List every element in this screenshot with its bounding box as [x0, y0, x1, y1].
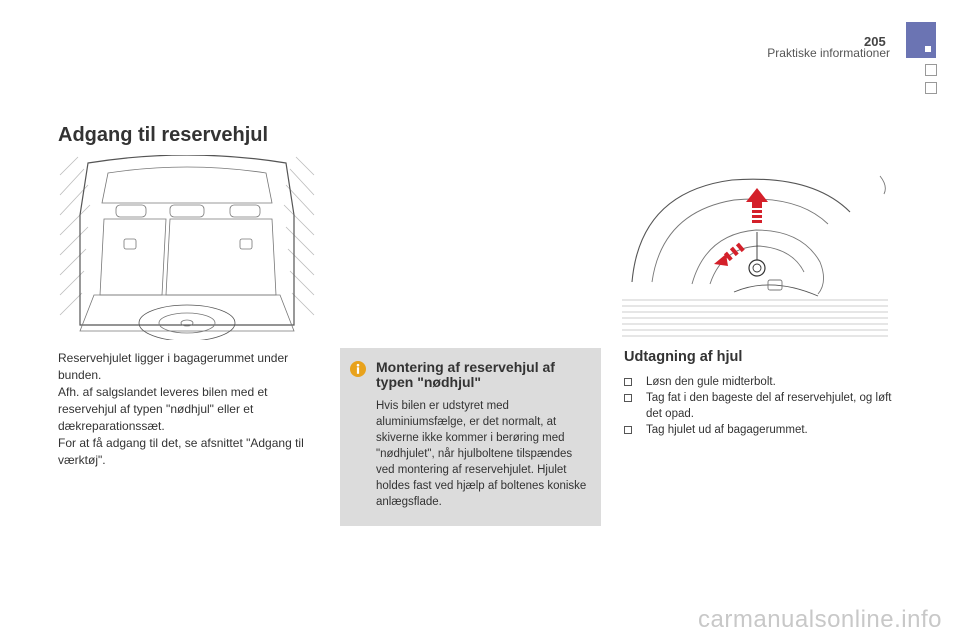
step-text: Løsn den gule midterbolt.	[646, 376, 776, 388]
trunk-illustration	[58, 155, 316, 340]
checkbox-bullet-icon	[624, 394, 632, 402]
checkbox-bullet-icon	[624, 426, 632, 434]
section-title: Adgang til reservehjul	[58, 124, 269, 146]
page-index-box	[925, 64, 937, 76]
info-icon	[350, 361, 366, 377]
spare-wheel-illustration	[622, 172, 888, 340]
note-body: Hvis bilen er udstyret med aluminiumsfælge, er det normalt, at skiverne ikke kommer i berøring med "nødhjulet", når hjulboltene tilspændes ved montering af reservehjulet. Hjulet holdes fast ved hjælp af boltenes koniske anlægsflade.	[376, 400, 587, 508]
chapter-title: Praktiske informationer	[767, 46, 890, 60]
watermark: carmanualsonline.info	[698, 606, 942, 633]
intro-text	[58, 350, 323, 469]
step-text: Tag hjulet ud af bagagerummet.	[646, 424, 808, 436]
intro-paragraph: Reservehjulet ligger i bagagerummet under bunden.	[58, 351, 289, 382]
list-item	[624, 374, 894, 390]
checkbox-bullet-icon	[624, 378, 632, 386]
removal-steps	[624, 374, 894, 438]
list-item	[624, 390, 894, 422]
note-title: Montering af reservehjul af typen "nødhjul"	[376, 359, 555, 390]
info-note-box	[340, 348, 601, 526]
list-item	[624, 422, 894, 438]
intro-paragraph: Afh. af salgslandet leveres bilen med et reservehjul af typen "nødhjul" eller et dækreparationssæt.	[58, 385, 268, 433]
chapter-tab-marker	[906, 22, 936, 58]
step-text: Tag fat i den bageste del af reservehjulet, og løft det opad.	[646, 392, 892, 420]
removal-title: Udtagning af hjul	[624, 349, 743, 365]
page-index-box	[925, 82, 937, 94]
intro-paragraph: For at få adgang til det, se afsnittet "Adgang til værktøj".	[58, 436, 304, 467]
page-number: 205	[864, 34, 886, 49]
